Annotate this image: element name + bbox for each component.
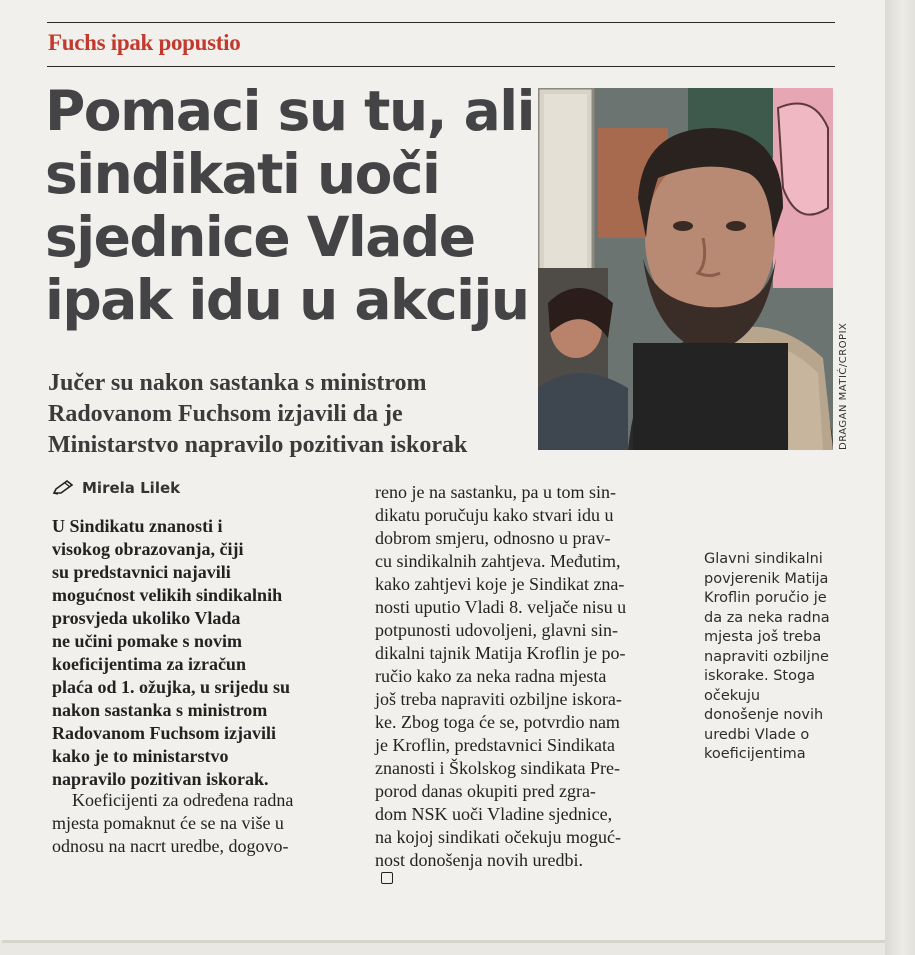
- text-line: potpunosti udovoljeni, glavni sin-: [375, 620, 618, 640]
- photo-credit: DRAGAN MATIĆ/CROPIX: [838, 322, 849, 450]
- text-line: ke. Zbog toga će se, potvrdio nam: [375, 712, 620, 732]
- sidebar-line: povjerenik Matija: [704, 570, 829, 587]
- kicker: Fuchs ipak popustio: [48, 30, 241, 55]
- text-line: nakon sastanka s ministrom: [52, 700, 268, 720]
- sidebar-line: koeficijentima: [704, 746, 806, 762]
- byline: [52, 479, 180, 497]
- sidebar-line: očekuju: [704, 687, 761, 704]
- body-paragraph: [52, 789, 293, 858]
- text-line: dikalni tajnik Matija Kroflin je po-: [375, 643, 626, 663]
- kicker-rule: [47, 66, 835, 67]
- headline-line: sindikati uoči: [45, 142, 440, 206]
- photo-illustration: [538, 88, 833, 450]
- sidebar-line: iskorake. Stoga: [704, 668, 816, 684]
- text-line: koeficijentima za izračun: [52, 654, 246, 674]
- standfirst-line: Ministarstvo napravilo pozitivan iskorak: [48, 432, 468, 458]
- text-line: cu sindikalnih zahtjeva. Međutim,: [375, 551, 621, 571]
- sidebar-line: uredbi Vlade o: [704, 726, 810, 743]
- sidebar-note: [704, 550, 830, 765]
- text-line: nosti uputio Vladi 8. veljače nisu u: [375, 597, 627, 617]
- text-line: su predstavnici najavili: [52, 562, 231, 582]
- standfirst-line: Jučer su nakon sastanka s ministrom: [48, 370, 427, 396]
- headline-line: ipak idu u akciju: [45, 268, 529, 332]
- sidebar-line: Glavni sindikalni: [704, 551, 823, 567]
- text-line: visokog obrazovanja, čiji: [52, 539, 244, 559]
- text-line: dobrom smjeru, odnosno u prav-: [375, 528, 611, 548]
- top-rule: [47, 22, 835, 23]
- pencil-icon: [52, 480, 74, 496]
- end-of-article-icon: [381, 872, 393, 884]
- body-column-2: [375, 481, 626, 884]
- text-line: još treba napraviti ozbiljne iskora-: [375, 689, 622, 709]
- sidebar-line: napraviti ozbiljne: [704, 648, 829, 665]
- standfirst-line: Radovanom Fuchsom izjavili da je: [48, 401, 403, 427]
- text-line: dikatu poručuju kako stvari idu u: [375, 505, 614, 525]
- text-line: ručio kako za neka radna mjesta: [375, 666, 607, 686]
- page-edge: [885, 0, 915, 955]
- headline-line: Pomaci su tu, ali: [45, 79, 534, 143]
- text-line: znanosti i Školskog sindikata Pre-: [375, 758, 620, 778]
- text-line: nost donošenja novih uredbi.: [375, 850, 583, 870]
- text-line: odnosu na nacrt uredbe, dogovo-: [52, 836, 289, 856]
- text-line: ne učini pomake s novim: [52, 631, 243, 651]
- text-line: kako je to ministarstvo: [52, 746, 229, 766]
- lead-paragraph: [52, 515, 290, 791]
- sidebar-line: da za neka radna: [704, 609, 830, 626]
- sidebar-line: mjesta još treba: [704, 629, 822, 645]
- sidebar-line: donošenje novih: [704, 707, 824, 723]
- text-line: dom NSK uoči Vladine sjednice,: [375, 804, 613, 824]
- text-line: je Kroflin, predstavnici Sindikata: [375, 735, 615, 755]
- sidebar-line: Kroflin poručio je: [704, 590, 827, 606]
- text-line: prosvjeda ukoliko Vlada: [52, 608, 241, 628]
- text-line: mjesta pomaknut će se na više u: [52, 813, 284, 833]
- text-line: porod danas okupiti pred zgra-: [375, 781, 596, 801]
- text-line: na kojoj sindikati očekuju moguć-: [375, 827, 621, 847]
- headline: [45, 80, 535, 332]
- text-line: plaća od 1. ožujka, u srijedu su: [52, 677, 291, 697]
- text-line: mogućnost velikih sindikalnih: [52, 585, 283, 605]
- standfirst: [48, 368, 538, 461]
- headline-line: sjednice Vlade: [45, 205, 475, 269]
- text-line: kako zahtjevi koje je Sindikat zna-: [375, 574, 625, 594]
- text-line: napravilo pozitivan iskorak.: [52, 769, 269, 789]
- portrait-photo: [538, 88, 833, 450]
- text-line: U Sindikatu znanosti i: [52, 516, 223, 536]
- text-line: reno je na sastanku, pa u tom sin-: [375, 482, 616, 502]
- text-line: Koeficijenti za određena radna: [72, 790, 294, 810]
- text-line: Radovanom Fuchsom izjavili: [52, 723, 277, 743]
- text-line-end: [375, 849, 626, 884]
- author-name: Mirela Lilek: [82, 479, 181, 497]
